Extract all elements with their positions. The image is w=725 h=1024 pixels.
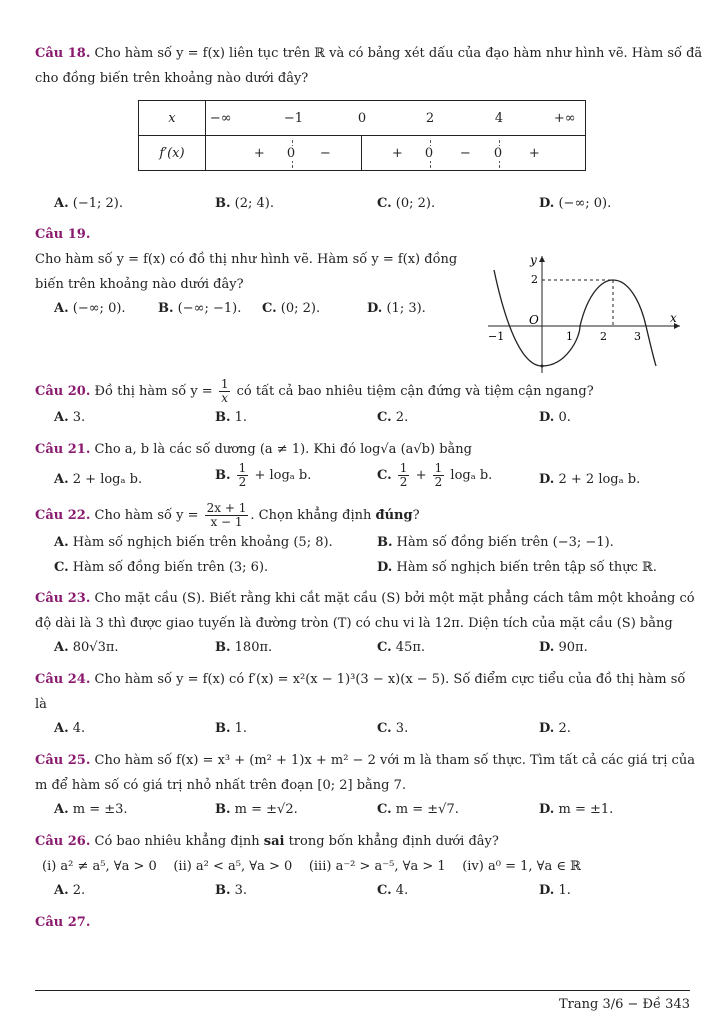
q18-text1: Cho hàm số y = f(x) liên tục trên ℝ và có bảng xét dấu của đạo hàm như hình vẽ. Hàm số đã xyxy=(94,46,703,61)
q25-option-a: A. m = ±3. xyxy=(54,802,128,817)
q18-option-b: B. (2; 4). xyxy=(215,196,274,211)
x-val-2: 0 xyxy=(357,111,367,126)
tick-y-2: 2 xyxy=(531,273,538,286)
q24-option-b: B. 1. xyxy=(215,721,248,736)
q21-option-c: C. $\frac{1}{2}$ + $\frac{1}{2}$ logₐ b. xyxy=(377,461,493,489)
sign-table-fprime-head: f′(x) xyxy=(139,136,206,171)
q18-line1 xyxy=(35,46,702,61)
q18-option-a: A. (−1; 2). xyxy=(54,196,123,211)
x-val-4: 4 xyxy=(494,111,504,126)
q20-line xyxy=(35,378,594,405)
sign-table-x-row xyxy=(205,101,585,136)
zero-3: 0 xyxy=(493,146,503,161)
q25-label: Câu 25. xyxy=(35,753,91,768)
q18-option-c: C. (0; 2). xyxy=(377,196,436,211)
tick-x-2: 2 xyxy=(600,330,607,343)
q19-text1: Cho hàm số y = f(x) có đồ thị như hình vẽ. Hàm số y = f(x) đồng xyxy=(35,252,458,267)
zero-2: 0 xyxy=(424,146,434,161)
q23-option-b: B. 180π. xyxy=(215,640,273,655)
q21-option-b: B. $\frac{1}{2}$ + logₐ b. xyxy=(215,461,312,489)
q19-option-d: D. (1; 3). xyxy=(367,301,426,316)
q22-bold: đúng xyxy=(375,508,413,523)
q26-option-b: B. 3. xyxy=(215,883,248,898)
q22-option-b: B. Hàm số đồng biến trên (−3; −1). xyxy=(377,535,614,550)
q25-line1: Câu 25. Cho hàm số f(x) = x³ + (m² + 1)x + m² − 2 với m là tham số thực. Tìm tất cả các giá trị của xyxy=(35,753,695,768)
q22-post: . Chọn khẳng định xyxy=(250,508,372,523)
tick-x-3: 3 xyxy=(634,330,641,343)
page-footer: Trang 3/6 − Đề 343 xyxy=(559,997,690,1012)
q23-text2: độ dài là 3 thì được giao tuyến là đường tròn (T) có chu vi là 12π. Diện tích của mặt cầu (S) bằng xyxy=(35,616,673,631)
q24-label: Câu 24. xyxy=(35,672,91,687)
q22-option-a: A. Hàm số nghịch biến trên khoảng (5; 8). xyxy=(54,535,333,550)
q19-option-a: A. (−∞; 0). xyxy=(54,301,126,316)
q22-line: Câu 22. Cho hàm số y = $\frac{2x + 1}{x - 1}$ . Chọn khẳng định đúng? xyxy=(35,501,420,529)
q20-option-b: B. 1. xyxy=(215,410,248,425)
q19-label: Câu 19. xyxy=(35,227,91,242)
q23-line1: Câu 23. Cho mặt cầu (S). Biết rằng khi cắt mặt cầu (S) bởi một mặt phẳng cách tâm một khoảng có xyxy=(35,591,695,606)
q22-option-c: C. Hàm số đồng biến trên (3; 6). xyxy=(54,560,269,575)
sign-3: − xyxy=(459,146,471,161)
q26-option-a: A. 2. xyxy=(54,883,86,898)
origin-label: O xyxy=(529,313,539,327)
x-val-5: +∞ xyxy=(553,111,576,126)
q18-label: Câu 18. xyxy=(35,46,91,61)
q20-option-d: D. 0. xyxy=(539,410,571,425)
q25-option-c: C. m = ±√7. xyxy=(377,802,459,817)
min-point xyxy=(541,365,544,368)
q26-option-c: C. 4. xyxy=(377,883,409,898)
q22-fraction: $\frac{2x + 1}{x - 1}$ xyxy=(206,501,247,529)
sign-table xyxy=(138,100,586,171)
q20-fraction: $\frac{1}{x}$ xyxy=(220,377,229,405)
function-graph xyxy=(480,248,690,378)
sign-table-x-head: x xyxy=(139,101,206,136)
q26-label: Câu 26. xyxy=(35,834,91,849)
sign-1: − xyxy=(319,146,331,161)
q19-option-c: C. (0; 2). xyxy=(262,301,321,316)
q21-line xyxy=(35,442,472,457)
q21-option-a: A. 2 + logₐ b. xyxy=(54,472,143,487)
q23-option-d: D. 90π. xyxy=(539,640,588,655)
q22-pre: Cho hàm số y = xyxy=(94,508,199,523)
y-label: y xyxy=(530,253,537,267)
q25-text2: m để hàm số có giá trị nhỏ nhất trên đoạn [0; 2] bằng 7. xyxy=(35,778,407,793)
q18-text2: cho đồng biến trên khoảng nào dưới đây? xyxy=(35,71,309,86)
q20-post: có tất cả bao nhiêu tiệm cận đứng và tiệm cận ngang? xyxy=(236,384,594,399)
sign-table-sign-row xyxy=(205,136,585,171)
q18-option-d: D. (−∞; 0). xyxy=(539,196,612,211)
x-val-3: 2 xyxy=(425,111,435,126)
discontinuity-line xyxy=(361,136,362,170)
q20-option-c: C. 2. xyxy=(377,410,409,425)
q24-option-a: A. 4. xyxy=(54,721,86,736)
q20-option-a: A. 3. xyxy=(54,410,86,425)
x-val-1: −1 xyxy=(283,111,304,126)
sign-0: + xyxy=(253,146,265,161)
q24-option-c: C. 3. xyxy=(377,721,409,736)
q24-line1: Câu 24. Cho hàm số y = f(x) có f′(x) = x²(x − 1)³(3 − x)(x − 5). Số điểm cực tiểu của đồ thị hàm số xyxy=(35,672,686,687)
q26-statements: (i) a² ≠ a⁵, ∀a > 0 (ii) a² < a⁵, ∀a > 0 (iii) a⁻² > a⁻⁵, ∀a > 1 (iv) a⁰ = 1, ∀a ∈ ℝ xyxy=(42,859,581,874)
q26-bold: sai xyxy=(263,834,285,849)
q23-option-a: A. 80√3π. xyxy=(54,640,119,655)
q20-label: Câu 20. xyxy=(35,384,91,399)
q21-text: Cho a, b là các số dương (a ≠ 1). Khi đó log√a (a√b) bằng xyxy=(94,442,472,457)
q23-option-c: C. 45π. xyxy=(377,640,426,655)
x-val-0: −∞ xyxy=(209,111,232,126)
q22-label: Câu 22. xyxy=(35,508,91,523)
q24-option-d: D. 2. xyxy=(539,721,571,736)
q26-option-d: D. 1. xyxy=(539,883,571,898)
curve xyxy=(494,270,656,366)
zero-1: 0 xyxy=(286,146,296,161)
q21-option-d: D. 2 + 2 logₐ b. xyxy=(539,472,641,487)
tick-x-neg1: −1 xyxy=(488,330,505,343)
q21-label: Câu 21. xyxy=(35,442,91,457)
sign-2: + xyxy=(391,146,403,161)
tick-x-1: 1 xyxy=(566,330,573,343)
q19-text2: biến trên khoảng nào dưới đây? xyxy=(35,277,244,292)
x-label: x xyxy=(670,311,677,325)
q20-pre: Đồ thị hàm số y = xyxy=(94,384,213,399)
sign-4: + xyxy=(528,146,540,161)
q24-text2: là xyxy=(35,697,47,712)
q27-label: Câu 27. xyxy=(35,915,91,930)
q25-option-b: B. m = ±√2. xyxy=(215,802,298,817)
q23-label: Câu 23. xyxy=(35,591,91,606)
y-axis-arrow-icon xyxy=(539,256,545,262)
q25-option-d: D. m = ±1. xyxy=(539,802,614,817)
q19-option-b: B. (−∞; −1). xyxy=(158,301,242,316)
q22-option-d: D. Hàm số nghịch biến trên tập số thực ℝ. xyxy=(377,560,657,575)
footer-divider xyxy=(35,990,690,991)
q26-line: Câu 26. Có bao nhiêu khẳng định sai trong bốn khẳng định dưới đây? xyxy=(35,834,499,849)
